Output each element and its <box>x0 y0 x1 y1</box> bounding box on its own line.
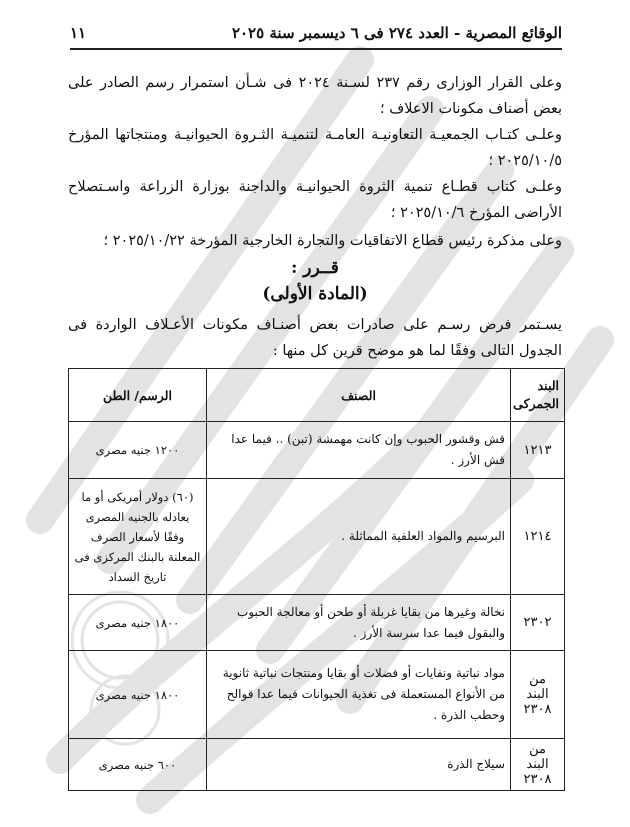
page-header <box>70 22 562 44</box>
table-header-row <box>69 369 565 422</box>
customs-code-cell: ١٢١٣ <box>511 422 565 479</box>
preamble-paragraph: وعلى القرار الوزارى رقم ٢٣٧ لسـنة ٢٠٢٤ فى شـأن استمرار رسم الصادر على بعض أصناف مكونات الاعلاف ؛ <box>68 75 562 117</box>
fee-cell: ١٨٠٠ جنيه مصرى <box>69 651 207 739</box>
article-text: يسـتمر فرض رسـم على صادرات بعض أصنـاف مكونات الأعـلاف الواردة فى الجدول التالى وفقًا لما هو موضح قرين كل منها : <box>68 317 562 359</box>
table-row <box>69 595 565 651</box>
table-row <box>69 422 565 479</box>
fee-cell: (٦٠) دولار أمريكى أو ما يعادله بالجنيه المصرى وفقًا لأسعار الصرف المعلنة بالبنك المركزى فى تاريخ السداد <box>69 479 207 595</box>
table-row <box>69 479 565 595</box>
customs-code-cell: ٢٣٠٢ <box>511 595 565 651</box>
item-cell: نخالة وغيرها من بقايا غربلة أو طحن أو معالجة الحبوب والبقول فيما عدا سرسة الأرز . <box>207 595 511 651</box>
header-item: الصنف <box>207 369 511 422</box>
table-row <box>69 739 565 791</box>
header-customs-code: البند الجمركى <box>511 369 565 422</box>
fee-cell: ١٨٠٠ جنيه مصرى <box>69 595 207 651</box>
item-cell: سيلاج الذرة <box>207 739 511 791</box>
decree-heading: قــرر : <box>291 258 339 278</box>
preamble-paragraph: وعلـى كتاب قطـاع تنمية الثروة الحيوانيـة والداجنة بوزارة الزراعة واسـتصلاح الأراضى المؤرخ ٢٠٢٥/١٠/٦ ؛ <box>68 179 562 221</box>
header-divider <box>70 48 562 50</box>
fee-cell: ٦٠٠ جنيه مصرى <box>69 739 207 791</box>
item-cell: مواد نباتية ونفايات أو فضلات أو بقايا ومنتجات نباتية ثانوية من الأنواع المستعملة فى تغذية الحيوانات فيما عدا قوالح وحطب الذرة . <box>207 651 511 739</box>
customs-code-cell: ١٢١٤ <box>511 479 565 595</box>
preamble-paragraph: وعلـى كتـاب الجمعيـة التعاونيـة العامـة لتنميـة الثـروة الحيوانيـة ومنتجاتها المؤرخ ٢٠٢٥/١٠/٥ ؛ <box>68 127 562 169</box>
item-cell: البرسيم والمواد العلفية المماثلة . <box>207 479 511 595</box>
table-row <box>69 651 565 739</box>
fees-table <box>68 368 565 791</box>
customs-code-cell: من البند ٢٣٠٨ <box>511 739 565 791</box>
item-cell: قش وقشور الحبوب وإن كانت مهمشة (تبن) .. فيما عدا قش الأرز . <box>207 422 511 479</box>
article-heading: (المادة الأولى) <box>262 284 368 304</box>
journal-issue-title: الوقائع المصرية - العدد ٢٧٤ فى ٦ ديسمبر سنة ٢٠٢٥ <box>231 24 562 42</box>
preamble-paragraph: وعلى مذكرة رئيس قطاع الاتفاقيات والتجارة الخارجية المؤرخة ٢٠٢٥/١٠/٢٢ ؛ <box>103 233 562 249</box>
customs-code-cell: من البند ٢٣٠٨ <box>511 651 565 739</box>
page-number: ١١ <box>70 24 87 42</box>
fee-cell: ١٢٠٠ جنيه مصرى <box>69 422 207 479</box>
header-fee: الرسم/ الطن <box>69 369 207 422</box>
